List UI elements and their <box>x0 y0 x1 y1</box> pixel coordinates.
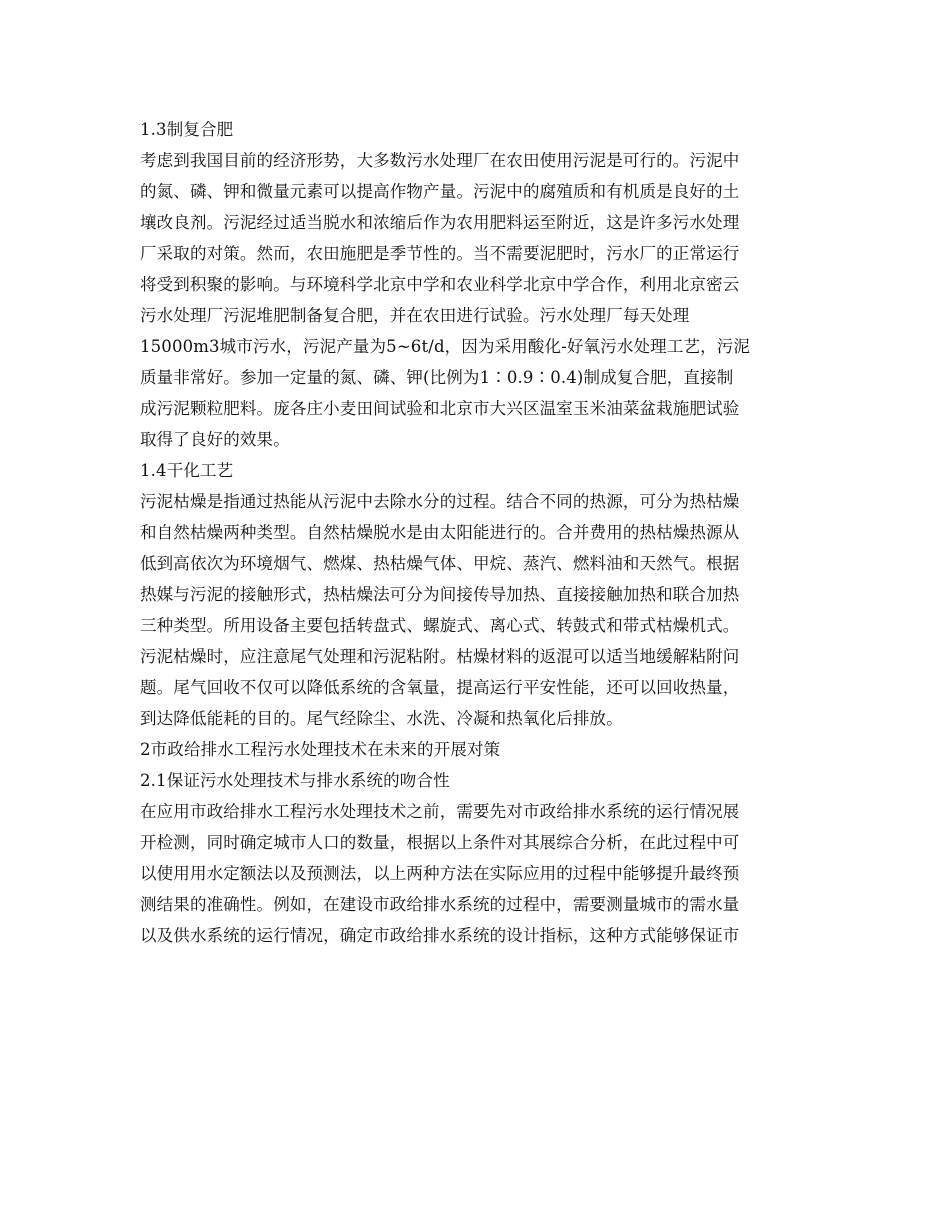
paragraph-line: 考虑到我国目前的经济形势，大多数污水处理厂在农田使用污泥是可行的。污泥中 <box>140 151 740 170</box>
paragraph-line: 题。尾气回收不仅可以降低系统的含氧量，提高运行平安性能，还可以回收热量， <box>140 678 740 697</box>
section-2 <box>140 734 815 765</box>
document-body <box>140 114 815 951</box>
paragraph-line: 将受到积聚的影响。与环境科学北京中学和农业科学北京中学合作，利用北京密云 <box>140 275 740 294</box>
section-1-4 <box>140 455 815 734</box>
paragraph-line: 三种类型。所用设备主要包括转盘式、螺旋式、离心式、转鼓式和带式枯燥机式。 <box>140 616 740 635</box>
paragraph-line: 以及供水系统的运行情况，确定市政给排水系统的设计指标，这种方式能够保证市 <box>140 926 740 945</box>
paragraph-line: 和自然枯燥两种类型。自然枯燥脱水是由太阳能进行的。合并费用的热枯燥热源从 <box>140 523 740 542</box>
paragraph-line: 低到高依次为环境烟气、燃煤、热枯燥气体、甲烷、蒸汽、燃料油和天然气。根据 <box>140 554 740 573</box>
paragraph-line: 质量非常好。参加一定量的氮、磷、钾(比例为1∶0.9∶0.4)制成复合肥，直接制 <box>140 368 734 387</box>
paragraph-line: 在应用市政给排水工程污水处理技术之前，需要先对市政给排水系统的运行情况展 <box>140 802 740 821</box>
paragraph-line: 污泥枯燥时，应注意尾气处理和污泥粘附。枯燥材料的返混可以适当地缓解粘附问 <box>140 647 740 666</box>
paragraph-line: 厂采取的对策。然而，农田施肥是季节性的。当不需要泥肥时，污水厂的正常运行 <box>140 244 740 263</box>
section-heading: 1.3制复合肥 <box>140 120 234 139</box>
section-1-3 <box>140 114 815 455</box>
paragraph-line: 壤改良剂。污泥经过适当脱水和浓缩后作为农用肥料运至附近，这是许多污水处理 <box>140 213 740 232</box>
paragraph-line: 开检测，同时确定城市人口的数量，根据以上条件对其展综合分析，在此过程中可 <box>140 833 740 852</box>
paragraph-line: 以使用用水定额法以及预测法，以上两种方法在实际应用的过程中能够提升最终预 <box>140 864 740 883</box>
section-heading: 1.4干化工艺 <box>140 461 234 480</box>
paragraph-line: 的氮、磷、钾和微量元素可以提高作物产量。污泥中的腐殖质和有机质是良好的土 <box>140 182 740 201</box>
paragraph-line: 取得了良好的效果。 <box>140 430 290 449</box>
paragraph-line: 污泥枯燥是指通过热能从污泥中去除水分的过程。结合不同的热源，可分为热枯燥 <box>140 492 740 511</box>
paragraph-line: 到达降低能耗的目的。尾气经除尘、水洗、冷凝和热氧化后排放。 <box>140 709 623 728</box>
section-2-1 <box>140 765 815 951</box>
paragraph-line: 热媒与污泥的接触形式，热枯燥法可分为间接传导加热、直接接触加热和联合加热 <box>140 585 740 604</box>
paragraph-line: 15000m3城市污水，污泥产量为5~6t/d，因为采用酸化-好氧污水处理工艺，污泥 <box>140 337 751 356</box>
section-heading: 2市政给排水工程污水处理技术在未来的开展对策 <box>140 740 501 759</box>
paragraph-line: 测结果的准确性。例如，在建设市政给排水系统的过程中，需要测量城市的需水量 <box>140 895 740 914</box>
paragraph-line: 成污泥颗粒肥料。庞各庄小麦田间试验和北京市大兴区温室玉米油菜盆栽施肥试验 <box>140 399 740 418</box>
section-heading: 2.1保证污水处理技术与排水系统的吻合性 <box>140 771 450 790</box>
paragraph-line: 污水处理厂污泥堆肥制备复合肥，并在农田进行试验。污水处理厂每天处理 <box>140 306 690 325</box>
